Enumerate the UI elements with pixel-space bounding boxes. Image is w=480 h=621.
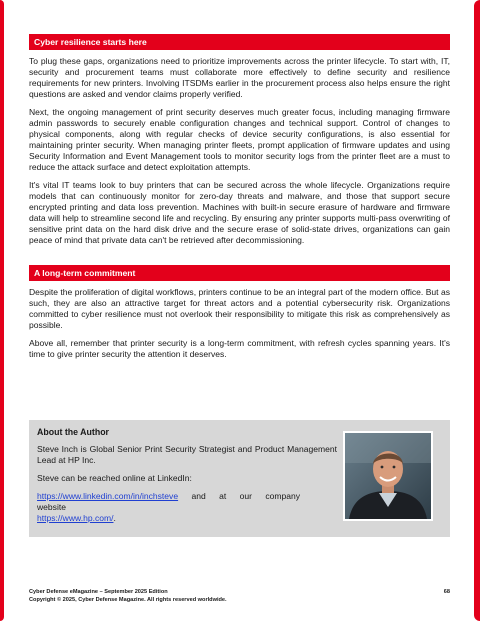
section-heading-long-term-commitment: A long-term commitment (29, 265, 450, 281)
paragraph: Next, the ongoing management of print security deserves much greater focus, including managing firmware admin passwords to securely enable configuration changes and technical support. Control of changes to physical components, along with regular checks of device security configurations, is also essential for maintaining printer security. When managing printer fleets, prompt application of firmware updates and using Security Information and Event Management tools to monitor security logs from the printer fleet are a must to reduce the attack surface and detect exploitation attempts. (29, 107, 450, 172)
company-website-link[interactable]: https://www.hp.com/ (37, 513, 114, 523)
author-text (37, 426, 337, 531)
paragraph: To plug these gaps, organizations need to prioritize improvements across the printer lifecycle. To start with, IT, security and procurement teams must collaborate more effectively to define security and resilience requirements for new printers. Involving ITSDMs earlier in the procurement process also helps ensure the right questions are asked and vendor claims properly verified. (29, 56, 450, 99)
link-connector: and at our company website (37, 491, 314, 512)
about-author-box (29, 420, 450, 537)
footer-edition: Cyber Defense eMagazine – September 2025 Edition (29, 589, 168, 595)
footer-copyright: Copyright © 2025, Cyber Defense Magazine. All rights reserved worldwide. (29, 597, 227, 603)
paragraph: It's vital IT teams look to buy printers that can be secured across the whole lifecycle. Organizations require models that can continuously monitor for zero-day threats and malware, and those that support secure encrypted printing and data loss prevention. Machines with built-in secure erasure of hardware and firmware data will help to streamline second life and recycling. By ensuring any printer supports multi-pass overwriting of sensitive print data on the hard disk drive and the secure erase of solid-state drives, organizations can gain peace of mind that private data can't be retrieved after decommissioning. (29, 180, 450, 245)
page-edge-left (0, 0, 4, 621)
article-body (29, 34, 450, 367)
linkedin-link[interactable]: https://www.linkedin.com/in/inchsteve (37, 491, 179, 501)
page-edge-right (474, 0, 480, 621)
section-heading-cyber-resilience: Cyber resilience starts here (29, 34, 450, 50)
page-footer (29, 588, 450, 604)
link-trailing: . (113, 513, 116, 523)
author-contact: Steve can be reached online at LinkedIn: (37, 473, 192, 483)
author-links (37, 491, 337, 524)
author-photo (343, 431, 433, 521)
paragraph: Above all, remember that printer security is a long-term commitment, with refresh cycles spanning years. It's time to give printer security the attention it deserves. (29, 338, 450, 359)
page-number: 68 (443, 589, 450, 595)
paragraph: Despite the proliferation of digital workflows, printers continue to be an integral part of the modern office. But as such, they are also an attractive target for threat actors and a potential cybersecurity risk. Organizations committed to cyber resilience must not overlook their responsibility to mitigate this risk as comprehensively as possible. (29, 287, 450, 330)
author-bio: Steve Inch is Global Senior Print Security Strategist and Product Management Lead at HP Inc. (37, 444, 337, 465)
about-author-heading: About the Author (37, 427, 109, 437)
